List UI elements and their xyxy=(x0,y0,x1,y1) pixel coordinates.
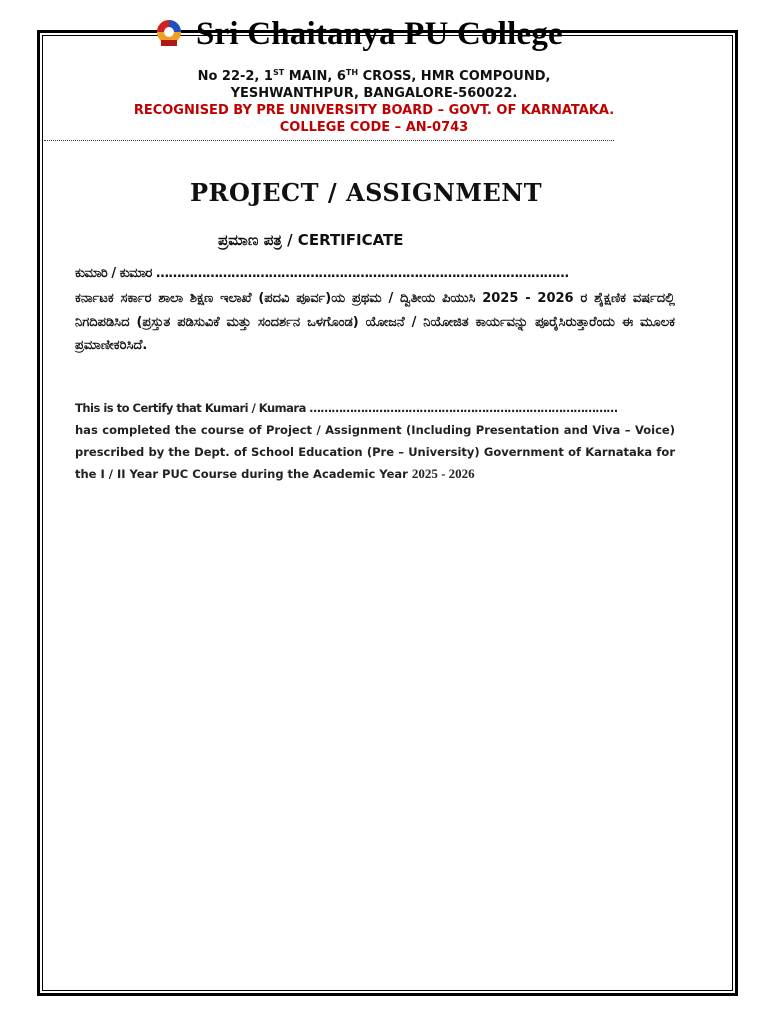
address-line-2: YESHWANTHPUR, BANGALORE-560022. xyxy=(230,86,518,101)
address-line-1: No 22-2, 1ST MAIN, 6TH CROSS, HMR COMPOUND, xyxy=(197,68,551,84)
college-name: Sri Chaitanya PU College xyxy=(196,16,563,52)
academic-year: 2025 - 2026 xyxy=(411,466,475,481)
kannada-certificate-body: ಕರ್ನಾಟಕ ಸರ್ಕಾರ ಶಾಲಾ ಶಿಕ್ಷಣ ಇಲಾಖೆ (ಪದವಿ ಪೂರ್ವ)ಯ ಪ್ರಥಮ / ದ್ವಿತೀಯ ಪಿಯುಸಿ 2025 - 2026 ರ ಶೈಕ್ಷಣಿಕ ವರ್ಷದಲ್ಲಿ ನಿಗದಿಪಡಿಸಿದ (ಪ್ರಸ್ತುತ ಪಡಿಸುವಿಕೆ ಮತ್ತು ಸಂದರ್ಶನ ಒಳಗೊಂಡ) ಯೋಜನೆ / ನಿಯೋಜಿತ ಕಾರ್ಯವನ್ನು ಪೂರೈಸಿರುತ್ತಾರೆಂದು ಈ ಮೂಲಕ ಪ್ರಮಾಣೀಕರಿಸಿದೆ. xyxy=(75,291,675,353)
kannada-name-line: ಕುಮಾರಿ / ಕುಮಾರ ……………………………………………………………………………………… xyxy=(75,266,569,281)
english-certificate-body: has completed the course of Project / Assignment (Including Presentation and Viva – Voice) prescribed by the Dept. of School Education (Pre – University) Government of Karnataka for the I / II Year PUC Course during the Academic Year 2025 - 2026 xyxy=(75,423,675,481)
recognition-text: RECOGNISED BY PRE UNIVERSITY BOARD – GOVT. OF KARNATAKA. xyxy=(133,103,615,118)
document-title: PROJECT / ASSIGNMENT xyxy=(190,178,543,207)
college-code: COLLEGE CODE – AN-0743 xyxy=(279,120,469,135)
college-logo-icon xyxy=(153,18,185,50)
certificate-heading: ಪ್ರಮಾಣ ಪತ್ರ / CERTIFICATE xyxy=(218,231,404,249)
separator-dotted-line xyxy=(44,140,614,141)
english-certify-line: This is to Certify that Kumari / Kumara ………………………………………………………………………… xyxy=(75,401,618,415)
